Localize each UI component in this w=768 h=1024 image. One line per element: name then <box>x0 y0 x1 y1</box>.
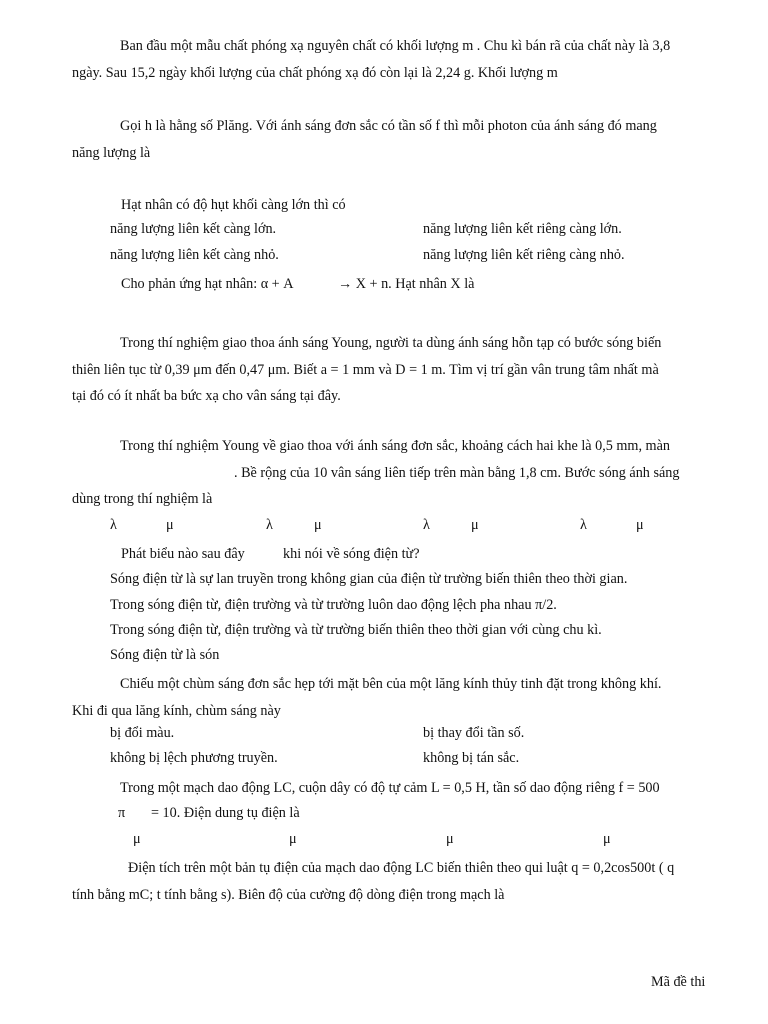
question-7-option-d: Sóng điện từ là són <box>110 647 220 663</box>
question-4-reaction-right: → X + n. Hạt nhân X là <box>338 276 475 292</box>
question-7-stem-part-2: khi nói về sóng điện từ? <box>283 546 420 562</box>
question-7-option-c: Trong sóng điện từ, điện trường và từ trường biến thiên theo thời gian với cùng chu kì. <box>110 622 602 638</box>
question-5-line-1: Trong thí nghiệm giao thoa ánh sáng Young, người ta dùng ánh sáng hỗn tạp có bước sóng biến <box>120 335 662 351</box>
question-10-line-1: Điện tích trên một bản tụ điện của mạch dao động LC biến thiên theo qui luật q = 0,2cos500t ( q <box>128 860 675 876</box>
question-8 <box>72 671 731 724</box>
question-6-line-3: dùng trong thí nghiệm là <box>72 491 213 507</box>
question-9-line-2: = 10. Điện dung tụ điện là <box>151 805 300 821</box>
question-9-pi-symbol: π <box>118 805 126 821</box>
question-6 <box>72 433 731 513</box>
question-1-line-1: Ban đầu một mẫu chất phóng xạ nguyên chất có khối lượng m . Chu kì bán rã của chất này là 3,8 <box>120 38 671 54</box>
question-8-line-1: Chiếu một chùm sáng đơn sắc hẹp tới mặt bên của một lăng kính thủy tinh đặt trong không khí. <box>120 676 662 692</box>
question-6-option-b-mu: μ <box>314 517 322 533</box>
question-4-reaction-left: Cho phản ứng hạt nhân: α + A <box>121 276 294 292</box>
question-7-stem-part-1: Phát biểu nào sau đây <box>121 546 245 562</box>
question-3-option-c: năng lượng liên kết càng nhỏ. <box>110 247 279 263</box>
question-7-option-b: Trong sóng điện từ, điện trường và từ trường luôn dao động lệch pha nhau π/2. <box>110 597 557 613</box>
question-6-line-2: . Bề rộng của 10 vân sáng liên tiếp trên màn bằng 1,8 cm. Bước sóng ánh sáng <box>234 464 680 481</box>
question-9-option-a-mu: μ <box>133 831 141 847</box>
question-6-option-c-lambda: λ <box>423 517 430 533</box>
question-5 <box>72 330 731 410</box>
question-3-option-d: năng lượng liên kết riêng càng nhỏ. <box>423 247 625 263</box>
question-6-option-c-mu: μ <box>471 517 479 533</box>
question-9 <box>72 775 731 802</box>
question-2-line-1: Gọi h là hằng số Plăng. Với ánh sáng đơn sắc có tần số f thì mỗi photon của ánh sáng đó mang <box>120 118 657 134</box>
question-7-option-a: Sóng điện từ là sự lan truyền trong không gian của điện từ trường biến thiên theo thời gian. <box>110 571 628 587</box>
question-6-option-a-lambda: λ <box>110 517 117 533</box>
question-9-option-d-mu: μ <box>603 831 611 847</box>
question-6-line-1: Trong thí nghiệm Young về giao thoa với ánh sáng đơn sắc, khoảng cách hai khe là 0,5 mm, màn <box>120 438 670 454</box>
question-8-line-2: Khi đi qua lăng kính, chùm sáng này <box>72 702 281 719</box>
question-8-option-a: bị đổi màu. <box>110 725 175 741</box>
question-10-line-2: tính bằng mC; t tính bằng s). Biên độ của cường độ dòng điện trong mạch là <box>72 886 505 903</box>
question-6-option-b-lambda: λ <box>266 517 273 533</box>
question-6-option-a-mu: μ <box>166 517 174 533</box>
question-6-option-d-mu: μ <box>636 517 644 533</box>
question-6-option-d-lambda: λ <box>580 517 587 533</box>
question-5-line-2: thiên liên tục từ 0,39 μm đến 0,47 μm. Biết a = 1 mm và D = 1 m. Tìm vị trí gần vân trung tâm nhất mà <box>72 361 659 378</box>
question-1-line-2: ngày. Sau 15,2 ngày khối lượng của chất phóng xạ đó còn lại là 2,24 g. Khối lượng m <box>72 64 558 81</box>
question-8-option-c: không bị lệch phương truyền. <box>110 750 278 766</box>
question-5-line-3: tại đó có ít nhất ba bức xạ cho vân sáng tại đây. <box>72 388 341 404</box>
question-3-option-b: năng lượng liên kết riêng càng lớn. <box>423 221 622 237</box>
question-1 <box>72 33 731 86</box>
question-9-option-b-mu: μ <box>289 831 297 847</box>
exam-code-label: Mã đề thi <box>651 974 706 990</box>
question-9-line-1: Trong một mạch dao động LC, cuộn dây có độ tự cảm L = 0,5 H, tần số dao động riêng f = 500 <box>120 780 660 796</box>
question-8-option-d: không bị tán sắc. <box>423 750 520 766</box>
question-8-option-b: bị thay đổi tần số. <box>423 725 525 741</box>
question-9-option-c-mu: μ <box>446 831 454 847</box>
question-3-stem: Hạt nhân có độ hụt khối càng lớn thì có <box>121 197 346 213</box>
question-2 <box>72 113 731 166</box>
question-2-line-2: năng lượng là <box>72 144 151 161</box>
question-3-option-a: năng lượng liên kết càng lớn. <box>110 221 277 237</box>
question-10 <box>72 855 731 908</box>
